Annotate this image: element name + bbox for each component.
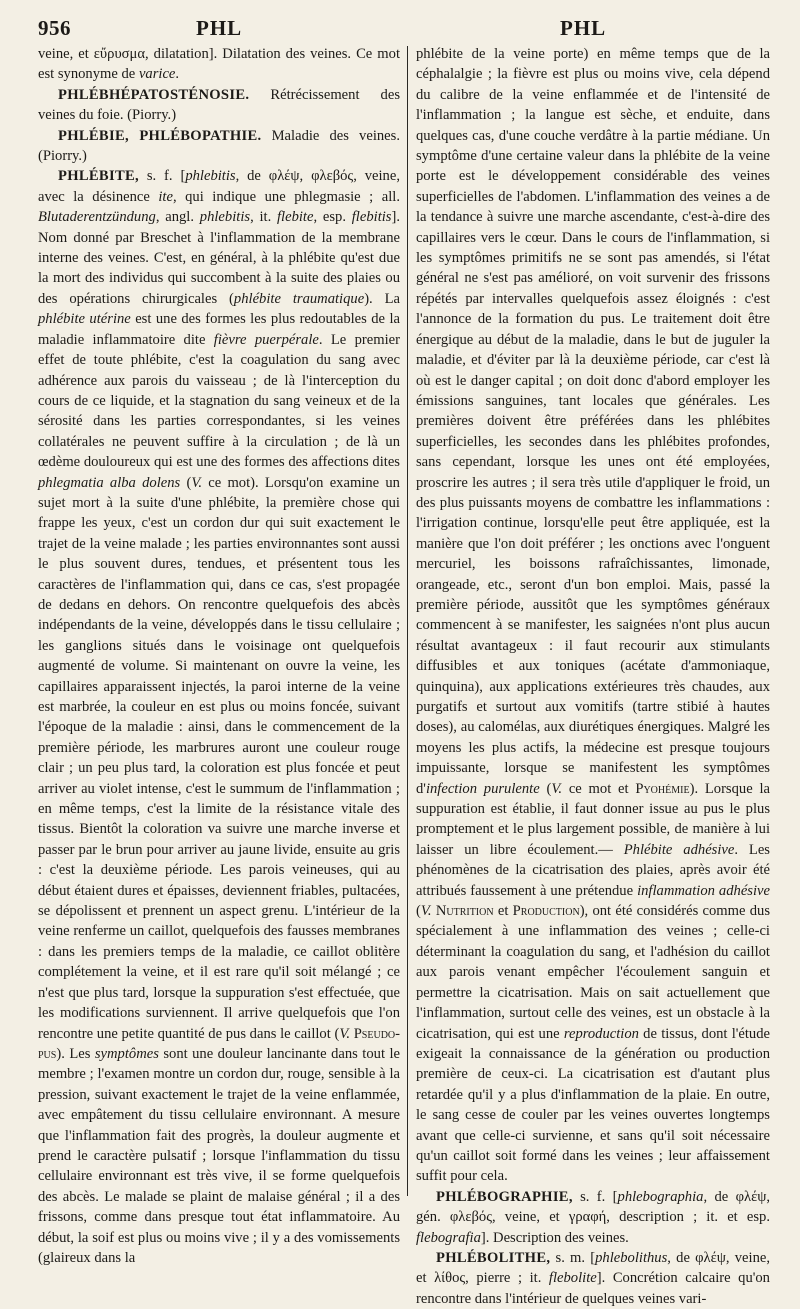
headword: PHLÉBHÉPATOSTÉNOSIE. xyxy=(58,86,250,103)
page-number: 956 xyxy=(38,16,71,40)
entry-phlebie: PHLÉBIE, PHLÉBOPATHIE. Maladie des veines. (Piorry.) xyxy=(38,127,400,165)
headword: PHLÉBITE, xyxy=(58,168,139,185)
headword: PHLÉBIE, PHLÉBOPATHIE. xyxy=(58,127,262,144)
entry-phlebographie: PHLÉBOGRAPHIE, s. f. [phlebographia, de φλέψ, gén. φλεβός, veine, et γραφή, description ; it. et esp. flebografia]. Description des veines. xyxy=(416,1188,770,1246)
left-column xyxy=(38,44,400,1268)
column-rule xyxy=(407,46,408,1196)
headword: PHLÉBOLITHE, xyxy=(436,1249,551,1266)
entry-phlebolithe: PHLÉBOLITHE, s. m. [phlebolithus, de φλέψ, veine, et λίθος, pierre ; it. flebolite]. Concrétion calcaire qu'on rencontre dans l'intérieur de quelques veines vari- xyxy=(416,1249,770,1307)
entry-phlebite-continued: phlébite de la veine porte) en même temps que de la céphalalgie ; la fièvre est plus ou moins vive, cela dépend du calibre de la veine enflammée et de l'intensité de l'inflammation ; la langue est sèche, et enduite, dans quelques cas, d'une couche verdâtre à la partie médiane. Un symptôme d'une certaine valeur dans la phlébite de la veine porte est le développement considérable des veines superficielles de l'abdomen. L'inflammation des veines a de la tendance à suivre une marche ascendante, c'est-à-dire des capillaires vers le cœur. Dans le cours de l'inflammation, si les symptômes primitifs ne se sont pas amendés, si l'état général ne s'est pas amélioré, on voit survenir des frissons répétés par intervalles quelquefois assez éloignés : c'est l'annonce de la formation du pus. Le traitement doit être énergique au début de la maladie, dans le but de juguler la maladie, et d'éviter par là la deuxième période, car c'est là où est le danger capital ; on doit donc d'abord employer les émissions sanguines, tant locales que générales. Les premières doivent être préférées dans les phlébites superficielles, les secondes dans les phlébites profondes, sans cependant, lorsque les unes ont été employées, proscrire les autres ; il sera très utile d'appliquer le froid, un des plus puissants moyens de combattre les inflammations : l'irrigation continue, lorsqu'elle peut être appliquée, est la manière que l'on doit préférer ; les onctions avec l'onguent mercuriel, les boissons rafraîchissantes, limonade, orangeade, etc., seront d'un bon emploi. Mais, passé la première période, aussitôt que les symptômes généraux commencent à se manifester, les saignées n'ont plus aucun résultat avantageux : il faut recourir aux stimulants diffusibles et aux toniques (acétate d'ammoniaque, quinquina), aux applications extérieures très chaudes, aux purgatifs et surtout aux vomitifs (tartre stibié à hautes doses), au calomélas, aux diurétiques énergiques. Malgré les moyens les plus actifs, la médecine est presque toujours impuissante, lorsque se manifestent les symptômes d'infection purulente (V. ce mot et Pyohémie). Lorsque la suppuration est établie, il faut donner issue au pus le plus promptement et le plus largement possible, de manière à lui laisser un libre écoulement.— Phlébite adhésive. Les phénomènes de la cicatrisation des plaies, après avoir été attribués faussement à une prétendue inflammation adhésive (V. Nutrition et Production), ont été considérés comme dus spécialement à une inflammation des veines ; celle-ci déterminant la coagulation du sang, et l'adhésion du caillot aux parois venant empêcher l'écoulement sanguin et permettre la cicatrisation. Mais on sait actuellement que l'inflammation, surtout celle des veines, est un obstacle à la cicatrisation, qui est une reproduction de tissus, dont l'étude exigeait la connaissance de la génération ou production première de ceux-ci. La cicatrisation est d'autant plus retardée qu'il y a plus d'inflammation de la plaie. En outre, le sang cesse de couler par les veines ouvertes longtemps avant que celle-ci survienne, et sans qu'il soit nécessaire qu'un caillot soit formé dans les veines ; leur affaissement suffit pour cela. xyxy=(416,46,771,1185)
right-column xyxy=(416,44,770,1309)
headword: PHLÉBOGRAPHIE, xyxy=(436,1188,573,1205)
entry-phlebhepatostenosie: PHLÉBHÉPATOSTÉNOSIE. Rétrécissement des veines du foie. (Piorry.) xyxy=(38,86,400,124)
running-head-left: PHL xyxy=(196,16,243,40)
page-header xyxy=(0,6,800,40)
entry-phlebite: PHLÉBITE, s. f. [phlebitis, de φλέψ, φλεβός, veine, avec la désinence ite, qui indique une phlegmasie ; all. Blutaderentzündung, angl. phlebitis, it. flebite, esp. flebitis]. Nom donné par Breschet à l'inflammation de la membrane interne des veines. C'est, en général, à la phlébite qu'est due la mort des individus qui succombent à la suite des plaies ou des opérations chirurgicales (phlébite traumatique). La phlébite utérine est une des formes les plus redoutables de la maladie inflammatoire dite fièvre puerpérale. Le premier effet de toute phlébite, c'est la coagulation du sang avec adhérence aux parois du vaisseau ; de là l'interception du cours de ce liquide, et la stagnation du sang veineux et de la sérosité dans les parties correspondantes, si les veines collatérales ne peuvent suffire à la circulation ; de là un œdème douloureux qui est une des formes des affections dites phlegmatia alba dolens (V. ce mot). Lorsqu'on examine un sujet mort à la suite d'une phlébite, la première chose qui frappe les yeux, c'est un cordon dur qui suit exactement le trajet de la veine malade ; les parties environnantes sont aussi le plus souvent dures, tendues, et présentent tous les caractères de l'inflammation qui, dans ce cas, s'est propagée de dedans en dehors. On rencontre quelquefois des abcès indépendants de la veine, développés dans le tissu cellulaire ; les ganglions situés dans le voisinage ont quelquefois augmenté de volume. Si maintenant on ouvre la veine, les capillaires apparaissent injectés, la paroi interne de la veine est marbrée, la couleur en est plus ou moins foncée, suivant l'époque de la maladie : ainsi, dans le commencement de la première période, les marbrures auront une couleur rouge clair ; un peu plus tard, la coloration est plus foncée et peut arriver au violet intense, c'est le summum de l'inflammation ; en même temps, c'est la limite de la résistance vitale des tissus. Bientôt la coloration va suivre une marche inverse et passer par le brun pour arriver au jaune livide, ensuite au gris : c'est la deuxième période. Les parois veineuses, qui au début étaient dures et épaisses, deviennent friables, pultacées, se dépolissent et prennent un aspect grenu. L'intérieur de la veine renferme un caillot, quelquefois des fausses membranes : dans les premiers temps de la maladie, ce caillot oblitère complétement la veine, et il est rare qu'il soit mélangé ; ce n'est que plus tard, lorsque la suppuration s'est effectuée, que les modifications surviennent. Il arrive quelquefois que l'on rencontre une petite quantité de pus dans le caillot (V. Pseudo-pus). Les symptômes sont une douleur lancinante dans tout le membre ; l'examen montre un cordon dur, rouge, sensible à la pression, suivant exactement le trajet de la veine enflammée, avec empâtement du tissu cellulaire environnant. A mesure que l'inflammation fait des progrès, la douleur augmente et prend le caractère pulsatif ; lorsque l'inflammation du tissu cellulaire environnant est très vive, il se forme quelquefois des abcès. Le malade se plaint de malaise général ; il a des frissons, comme dans presque tout état inflammatoire. Au début, la soif est plus ou moins vive ; il y a des vomissements (glaireux dans la xyxy=(38,168,401,1266)
entry-continuation: veine, et εὔρυσμα, dilatation]. Dilatation des veines. Ce mot est synonyme de varice. xyxy=(38,46,400,83)
running-head-right: PHL xyxy=(560,16,607,40)
